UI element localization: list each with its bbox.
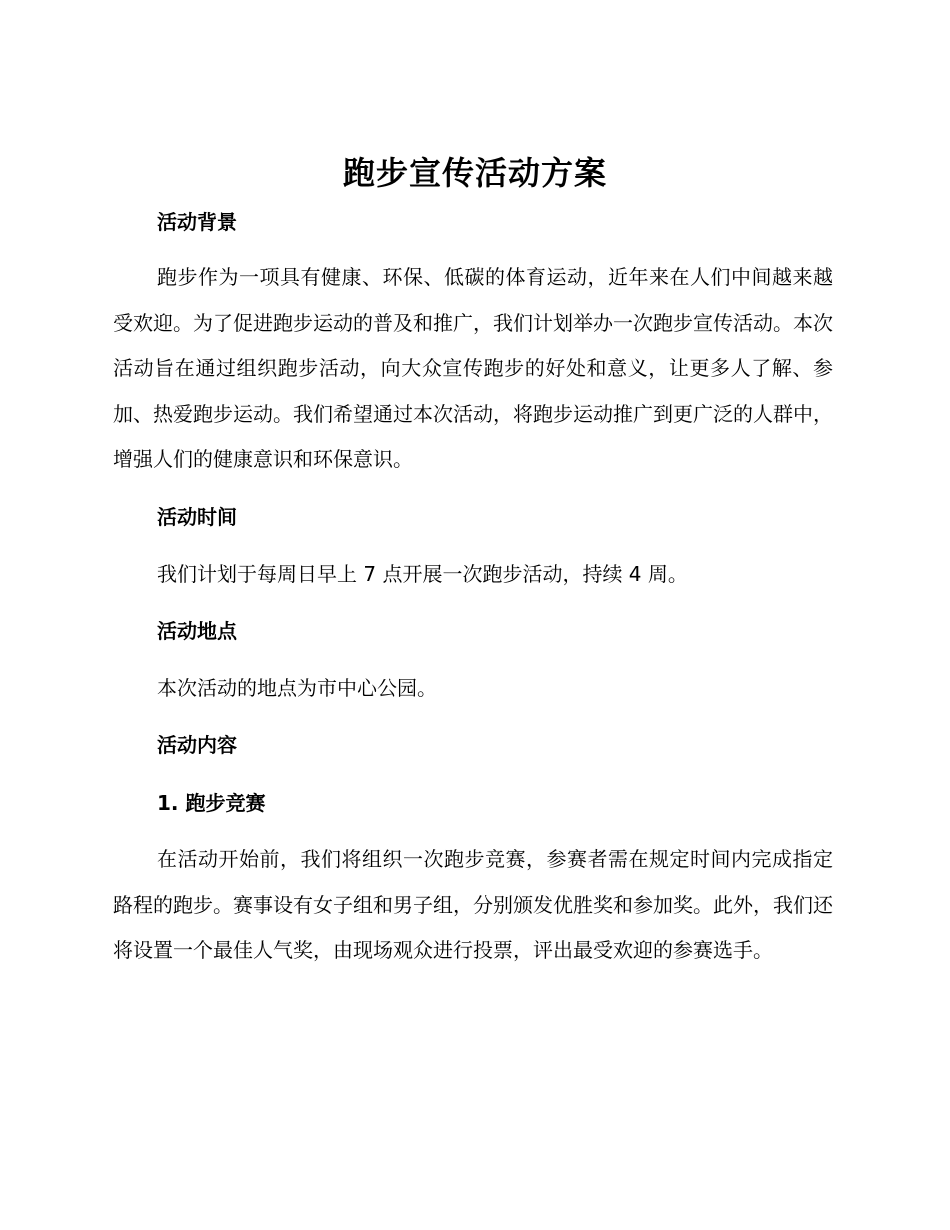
location-text: 本次活动的地点为市中心公园。 — [157, 676, 437, 700]
section-heading-background: 活动背景 — [157, 210, 237, 234]
document-title: 跑步宣传活动方案 — [342, 154, 607, 192]
section-heading-location: 活动地点 — [157, 619, 237, 643]
section-heading-content: 活动内容 — [157, 733, 237, 757]
race-paragraph: 在活动开始前，我们将组织一次跑步竞赛，参赛者需在规定时间内完成指定路程的跑步。赛事设有女子组和男子组，分别颁发优胜奖和参加奖。此外，我们还将设置一个最佳人气奖，由现场观众进行投票，评出最受欢迎的参赛选手。 — [113, 847, 833, 962]
background-paragraph: 跑步作为一项具有健康、环保、低碳的体育运动，近年来在人们中间越来越受欢迎。为了促进跑步运动的普及和推广，我们计划举办一次跑步宣传活动。本次活动旨在通过组织跑步活动，向大众宣传跑步的好处和意义，让更多人了解、参加、热爱跑步运动。我们希望通过本次活动，将跑步运动推广到更广泛的人群中，增强人们的健康意识和环保意识。 — [113, 265, 833, 471]
section-heading-time: 活动时间 — [157, 505, 237, 529]
subsection-heading-race: 1. 跑步竞赛 — [157, 791, 266, 815]
time-text: 我们计划于每周日早上 7 点开展一次跑步活动，持续 4 周。 — [157, 562, 688, 586]
